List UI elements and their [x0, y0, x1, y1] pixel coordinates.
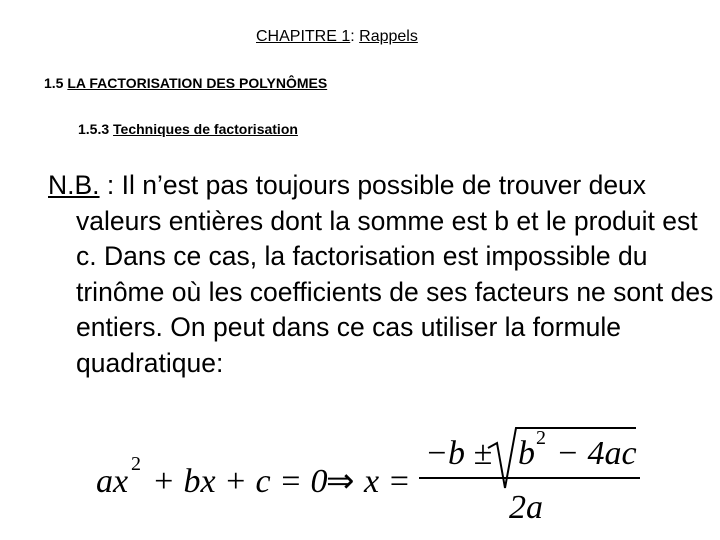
chapter-label: CHAPITRE 1: [256, 28, 351, 45]
formula-numerator-left: −b ±: [425, 435, 493, 472]
formula-x-equals: x =: [364, 463, 411, 500]
subsection-title: Techniques de factorisation: [113, 121, 298, 137]
implies-arrow: ⇒: [326, 463, 355, 500]
formula-denominator: 2a: [509, 489, 543, 526]
radicand-b: b: [518, 435, 535, 472]
radicand-rest: − 4ac: [556, 435, 637, 472]
formula-ax-exponent: 2: [131, 453, 141, 475]
formula-ax: ax: [96, 463, 129, 500]
section-number: 1.5: [44, 75, 64, 91]
chapter-title: Rappels: [359, 28, 418, 45]
section-title: LA FACTORISATION DES POLYNÔMES: [67, 75, 328, 91]
note-label: N.B.: [48, 170, 100, 200]
subsection-number: 1.5.3: [78, 121, 110, 137]
note-text: : Il n’est pas toujours possible de trouver deux valeurs entières dont la somme est b et le produit est c. Dans ce cas, la factorisation est impossible du trinôme où les coefficients de ses facteurs ne sont des entiers. On peut dans ce cas utiliser la formule quadratique:: [76, 170, 714, 378]
radicand-exponent: 2: [536, 427, 546, 449]
formula-lhs-rest: + bx + c = 0: [152, 463, 328, 500]
chapter-colon: :: [350, 28, 355, 45]
